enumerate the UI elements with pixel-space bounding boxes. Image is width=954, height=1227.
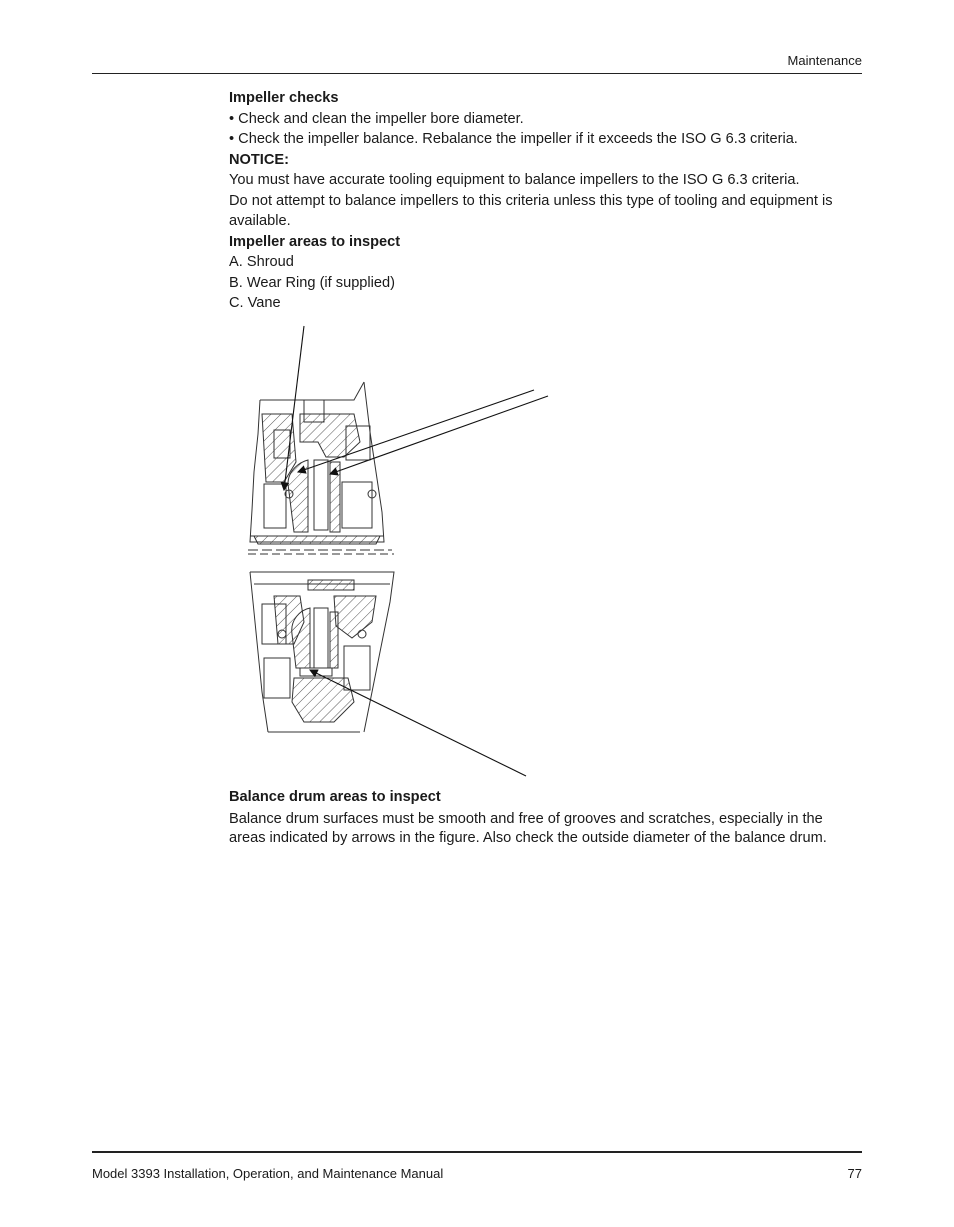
header-rule bbox=[92, 73, 862, 74]
impeller-area-item: C. Vane bbox=[229, 295, 281, 311]
balance-drum-body: Balance drum surfaces must be smooth and free of grooves and scratches, especially in the areas indicated by arrows in the figure. Also check the outside diameter of the balance drum. bbox=[229, 811, 827, 846]
running-header: Maintenance bbox=[787, 53, 862, 68]
balance-drum-section bbox=[229, 788, 859, 848]
impeller-cross-section-figure bbox=[244, 322, 554, 782]
notice-text: You must have accurate tooling equipment to balance impellers to the ISO G 6.3 criteria. bbox=[229, 172, 800, 188]
impeller-areas-heading: Impeller areas to inspect bbox=[229, 233, 401, 250]
impeller-area-item: B. Wear Ring (if supplied) bbox=[229, 274, 396, 291]
impeller-check-item: • Check and clean the impeller bore diameter. bbox=[229, 110, 524, 127]
impeller-area-item: A. Shroud bbox=[229, 254, 294, 270]
balance-drum-heading: Balance drum areas to inspect bbox=[229, 789, 441, 805]
impeller-checks-heading: Impeller checks bbox=[229, 90, 339, 106]
main-content bbox=[229, 88, 859, 314]
footer-manual-title: Model 3393 Installation, Operation, and Maintenance Manual bbox=[92, 1166, 444, 1181]
impeller-check-item: • Check the impeller balance. Rebalance the impeller if it exceeds the ISO G 6.3 criteria. bbox=[229, 131, 798, 147]
footer-rule bbox=[92, 1151, 862, 1153]
page-number: 77 bbox=[847, 1166, 862, 1181]
notice-label: NOTICE: bbox=[229, 151, 289, 168]
notice-text: Do not attempt to balance impellers to this criteria unless this type of tooling and equipment is available. bbox=[229, 192, 833, 229]
